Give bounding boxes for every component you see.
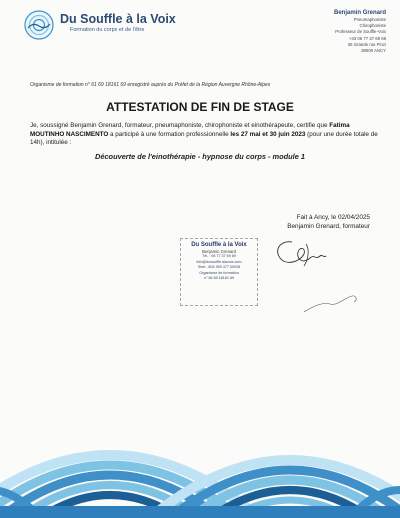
brand-tagline: Formation du corps et de l'être xyxy=(70,27,145,33)
contact-line: Professeur de Souffle-Voix xyxy=(335,29,386,35)
signer-name: Benjamin Grenard, formateur xyxy=(287,222,370,230)
training-dates: les 27 mai et 30 juin 2023 xyxy=(230,130,306,138)
brand-block xyxy=(60,12,210,33)
contact-line: +33 06 77 37 69 69 xyxy=(348,35,386,41)
stamp-line: Organisme de formation xyxy=(199,270,239,275)
signoff-block xyxy=(220,214,370,232)
paragraph-text: a participé à une formation professionnelle xyxy=(108,130,231,138)
attestation-paragraph xyxy=(30,122,378,148)
handwritten-signature xyxy=(270,234,330,270)
paragraph-text: Je, soussigné Benjamin Grenard, formateur, pneumaphoniste, chirophoniste et einothérapeute, certifie que xyxy=(30,122,330,129)
place-date: Fait à Ancy, le 02/04/2025 xyxy=(296,214,370,221)
contact-name: Benjamin Grenard xyxy=(333,10,386,16)
brand-name: Du Souffle à la Voix xyxy=(60,12,176,26)
course-title: Découverte de l'einothérapie - hypnose du corps - module 1 xyxy=(95,152,305,161)
concentric-wave-logo-icon xyxy=(24,10,54,40)
stamp-subname: Benjamin Grenard xyxy=(202,249,236,254)
stamp-line: Siret : 804 959 477 00028 xyxy=(197,265,241,270)
company-stamp xyxy=(180,238,258,306)
stamp-name: Du Souffle à la Voix xyxy=(191,242,247,248)
signature-flourish xyxy=(300,288,360,320)
contact-line: 38000 ANCY xyxy=(361,48,386,54)
document-title: ATTESTATION DE FIN DE STAGE xyxy=(106,100,294,114)
contact-line: Pneumaphoniste xyxy=(353,17,386,22)
contact-line: 36 Grande rue Pinzi xyxy=(347,41,386,47)
stamp-line: Tél. : 06 77 37 69 69 xyxy=(202,254,236,259)
participant-name: Fatima MOUTINHO NASCIMENTO xyxy=(30,122,350,138)
paragraph-text: (pour une durée totale de 14h), intitulée : xyxy=(30,130,378,147)
wave-arcs-decoration xyxy=(0,402,400,518)
contact-block xyxy=(286,9,386,54)
contact-line: Chirophoniste xyxy=(359,23,386,29)
stamp-line: n° 84 69 18161 69 xyxy=(203,276,235,281)
organisation-registration: Organisme de formation n° 61 69 18161 69 enregistré auprès du Préfet de la Région Auvergne Rhône-Alpes xyxy=(30,82,271,88)
stamp-line: info@dusouffle.alavoix.com xyxy=(196,259,242,264)
